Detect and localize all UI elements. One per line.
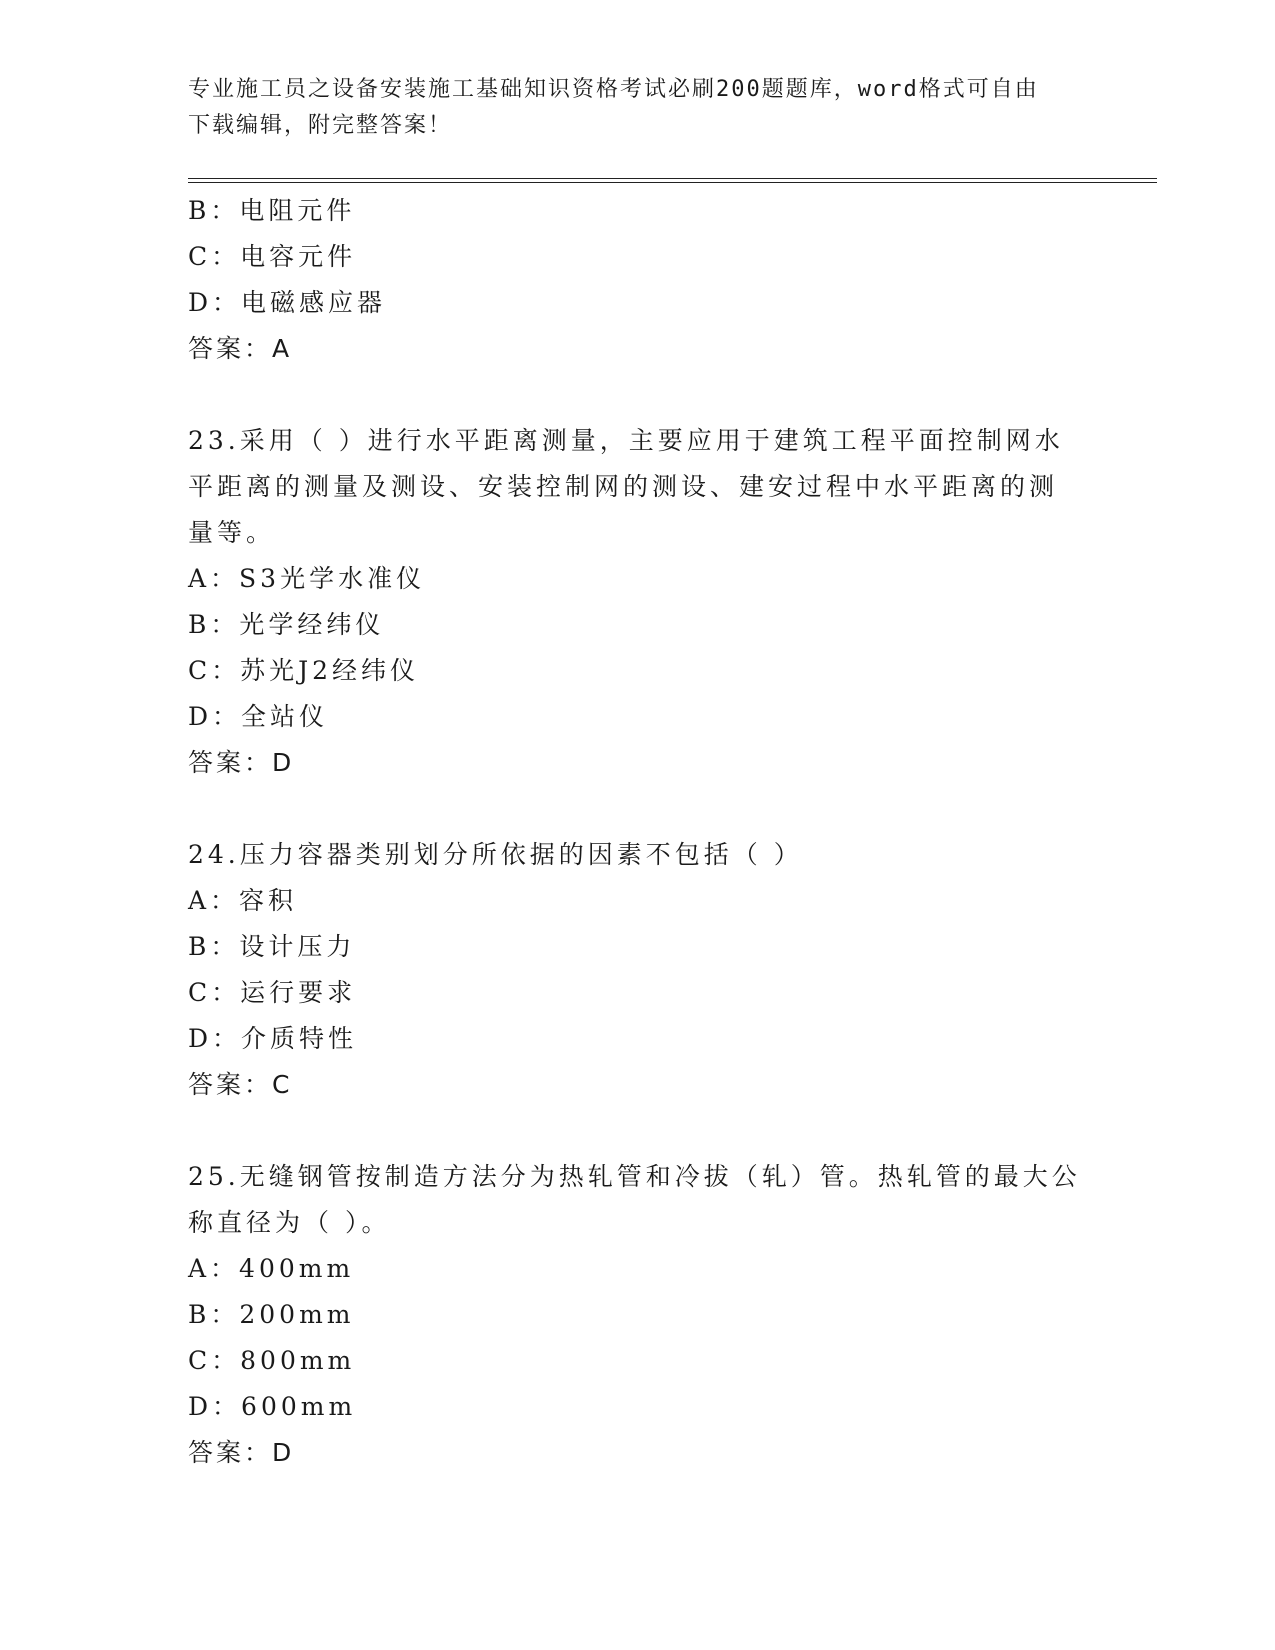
option-b: B：设计压力 (188, 932, 356, 961)
question-22 (188, 188, 1088, 372)
option-d: D：600mm (188, 1392, 357, 1421)
spacer (188, 372, 1088, 418)
header-divider-bottom (188, 182, 1157, 183)
question-text-line: 平距离的测量及测设、安装控制网的测设、建安过程中水平距离的测 (188, 472, 1059, 501)
header-line-1: 专业施工员之设备安装施工基础知识资格考试必刷200题题库，word格式可自由 (188, 77, 1039, 102)
option-d: D：电磁感应器 (188, 288, 387, 317)
option-d: D：全站仪 (188, 702, 329, 731)
spacer (188, 1108, 1088, 1154)
option-b: B：光学经纬仪 (188, 610, 385, 639)
option-c: C：电容元件 (188, 242, 357, 271)
answer: 答案：C (188, 1070, 293, 1099)
option-a: A：容积 (188, 886, 298, 915)
question-text-line: 25.无缝钢管按制造方法分为热轧管和冷拔（轧）管。热轧管的最大公 (188, 1162, 1081, 1191)
document-header (188, 72, 1088, 144)
option-c: C：运行要求 (188, 978, 357, 1007)
answer: 答案：D (188, 1438, 295, 1467)
option-c: C：苏光J2经纬仪 (188, 656, 420, 685)
question-text-line: 23.采用（ ）进行水平距离测量，主要应用于建筑工程平面控制网水 (188, 426, 1064, 455)
spacer (188, 786, 1088, 832)
option-d: D：介质特性 (188, 1024, 358, 1053)
option-b: B：200mm (188, 1300, 355, 1329)
answer: 答案：A (188, 334, 293, 363)
question-24 (188, 832, 1088, 1108)
option-a: A：S3光学水准仪 (188, 564, 426, 593)
header-line-2: 下载编辑，附完整答案！ (188, 113, 453, 138)
header-divider-top (188, 178, 1157, 179)
question-text-line: 量等。 (188, 518, 276, 547)
option-b: B：电阻元件 (188, 196, 356, 225)
question-23 (188, 418, 1088, 786)
option-c: C：800mm (188, 1346, 356, 1375)
question-text-line: 称直径为（ ）。 (188, 1208, 391, 1237)
question-25 (188, 1154, 1088, 1476)
option-a: A：400mm (188, 1254, 355, 1283)
answer: 答案：D (188, 748, 295, 777)
question-text-line: 24.压力容器类别划分所依据的因素不包括（ ） (188, 840, 803, 869)
question-content (188, 188, 1088, 1476)
